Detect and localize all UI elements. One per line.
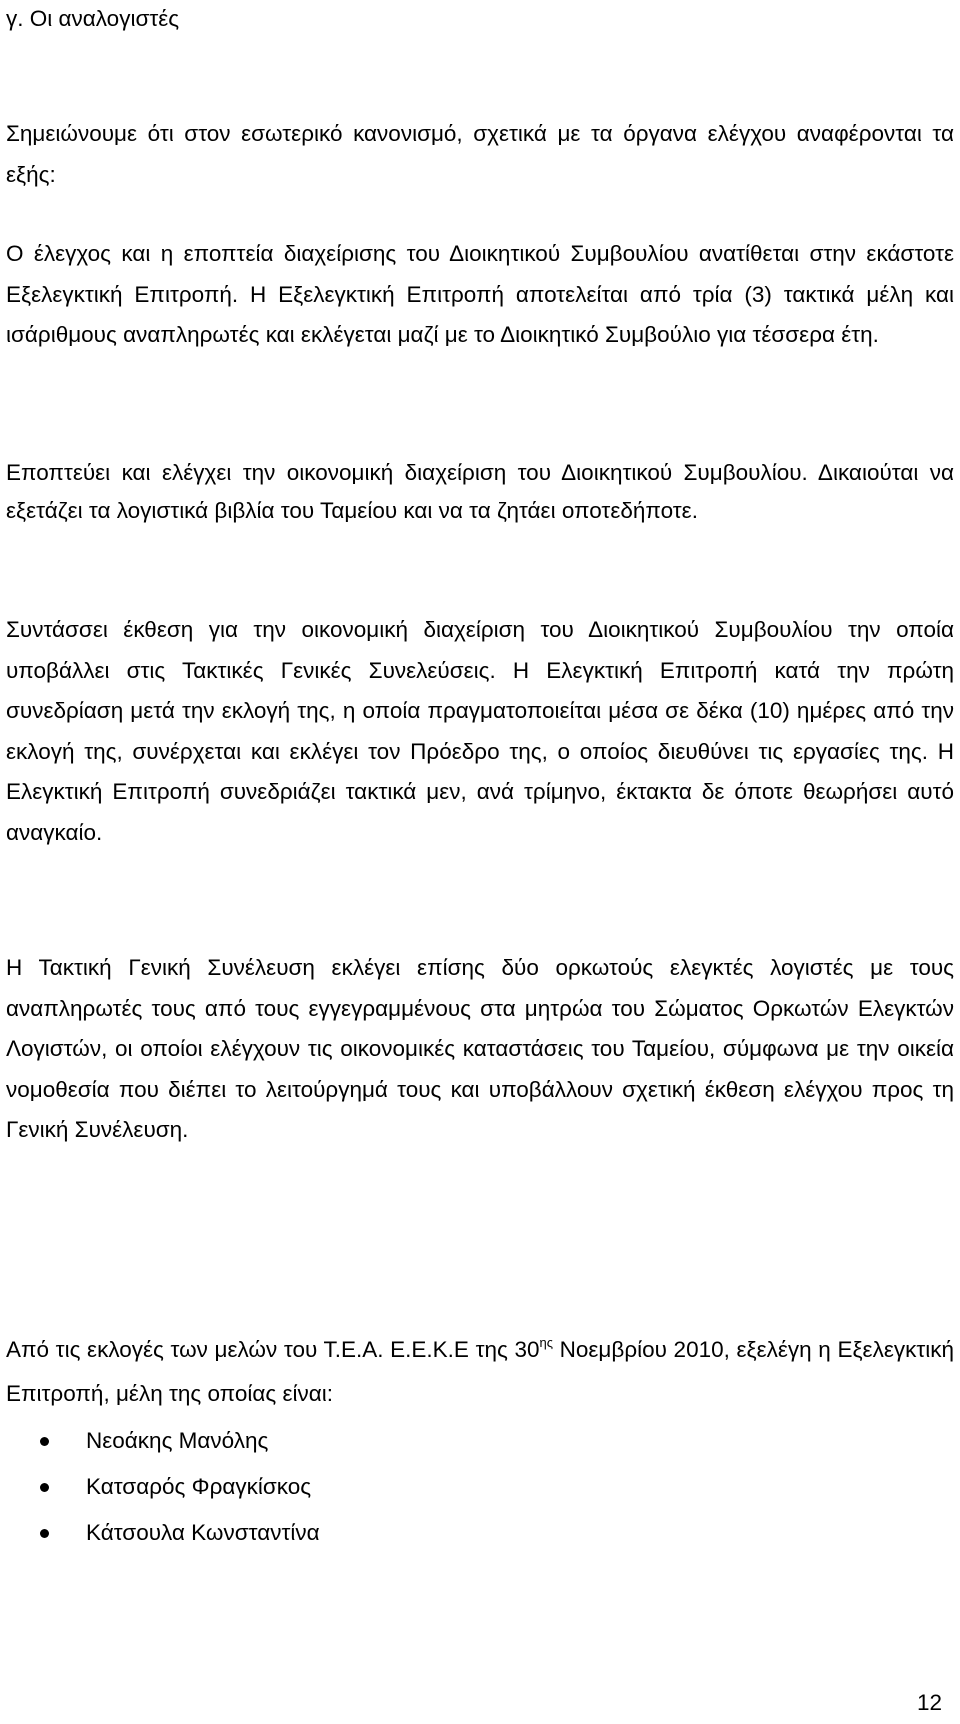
bullet-icon bbox=[40, 1437, 49, 1446]
member-name: Νεοάκης Μανόλης bbox=[86, 1428, 269, 1453]
bullet-icon bbox=[40, 1483, 49, 1492]
paragraph-control-assignment: Ο έλεγχος και η εποπτεία διαχείρισης του Διοικητικού Συμβουλίου ανατίθεται στην εκάστοτε Εξελεγκτική Επιτροπή. Η Εξελεγκτική Επιτροπή αποτελείται από τρία (3) τακτικά μέλη και ισάριθμους αναπληρωτές και εκλέγεται μαζί με το Διοικητικό Συμβούλιο για τέσσερα έτη. bbox=[6, 241, 954, 347]
paragraph-election bbox=[6, 1328, 954, 1416]
section-heading: γ. Οι αναλογιστές bbox=[6, 6, 180, 31]
paragraph-report: Συντάσσει έκθεση για την οικονομική διαχείριση του Διοικητικού Συμβουλίου την οποία υποβάλλει στις Τακτικές Γενικές Συνελεύσεις. Η Ελεγκτική Επιτροπή κατά την πρώτη συνεδρίαση μετά την εκλογή της, η οποία πραγματοποιείται μέσα σε δέκα (10) ημέρες από την εκλογή της, συνέρχεται και εκλέγει τον Πρόεδρο της, ο οποίος διευθύνει τις εργασίες της. Η Ελεγκτική Επιτροπή συνεδριάζει τακτικά μεν, ανά τρίμηνο, έκτακτα δε όποτε θεωρήσει αυτό αναγκαίο. bbox=[6, 617, 954, 845]
election-text-after: Νοεμβρίου 2010, εξελέγη η Εξελεγκτική Επιτροπή, μέλη της οποίας είναι: bbox=[6, 1337, 954, 1406]
member-name: Κατσαρός Φραγκίσκος bbox=[86, 1474, 312, 1499]
paragraph-supervision: Εποπτεύει και ελέγχει την οικονομική διαχείριση του Διοικητικού Συμβουλίου. Δικαιούται να εξετάζει τα λογιστικά βιβλία του Ταμείου και να τα ζητάει οποτεδήποτε. bbox=[6, 460, 954, 523]
page-number: 12 bbox=[916, 1690, 942, 1715]
bullet-icon bbox=[40, 1529, 49, 1538]
paragraph-auditors: Η Τακτική Γενική Συνέλευση εκλέγει επίσης δύο ορκωτούς ελεγκτές λογιστές με τους αναπληρωτές τους από τους εγγεγραμμένους στα μητρώα του Σώματος Ορκωτών Ελεγκτών Λογιστών, οι οποίοι ελέγχουν τις οικονομικές καταστάσεις του Ταμείου, σύμφωνα με την οικεία νομοθεσία που διέπει το λειτούργημά τους και υποβάλλουν σχετική έκθεση ελέγχου προς τη Γενική Συνέλευση. bbox=[6, 955, 954, 1142]
member-name: Κάτσουλα Κωνσταντίνα bbox=[86, 1520, 320, 1545]
election-text-before: Από τις εκλογές των μελών του Τ.Ε.Α. Ε.Ε.Κ.Ε της 30 bbox=[6, 1337, 540, 1362]
paragraph-intro: Σημειώνουμε ότι στον εσωτερικό κανονισμό, σχετικά με τα όργανα ελέγχου αναφέρονται τα εξής: bbox=[6, 121, 954, 187]
election-superscript: ης bbox=[539, 1335, 553, 1350]
